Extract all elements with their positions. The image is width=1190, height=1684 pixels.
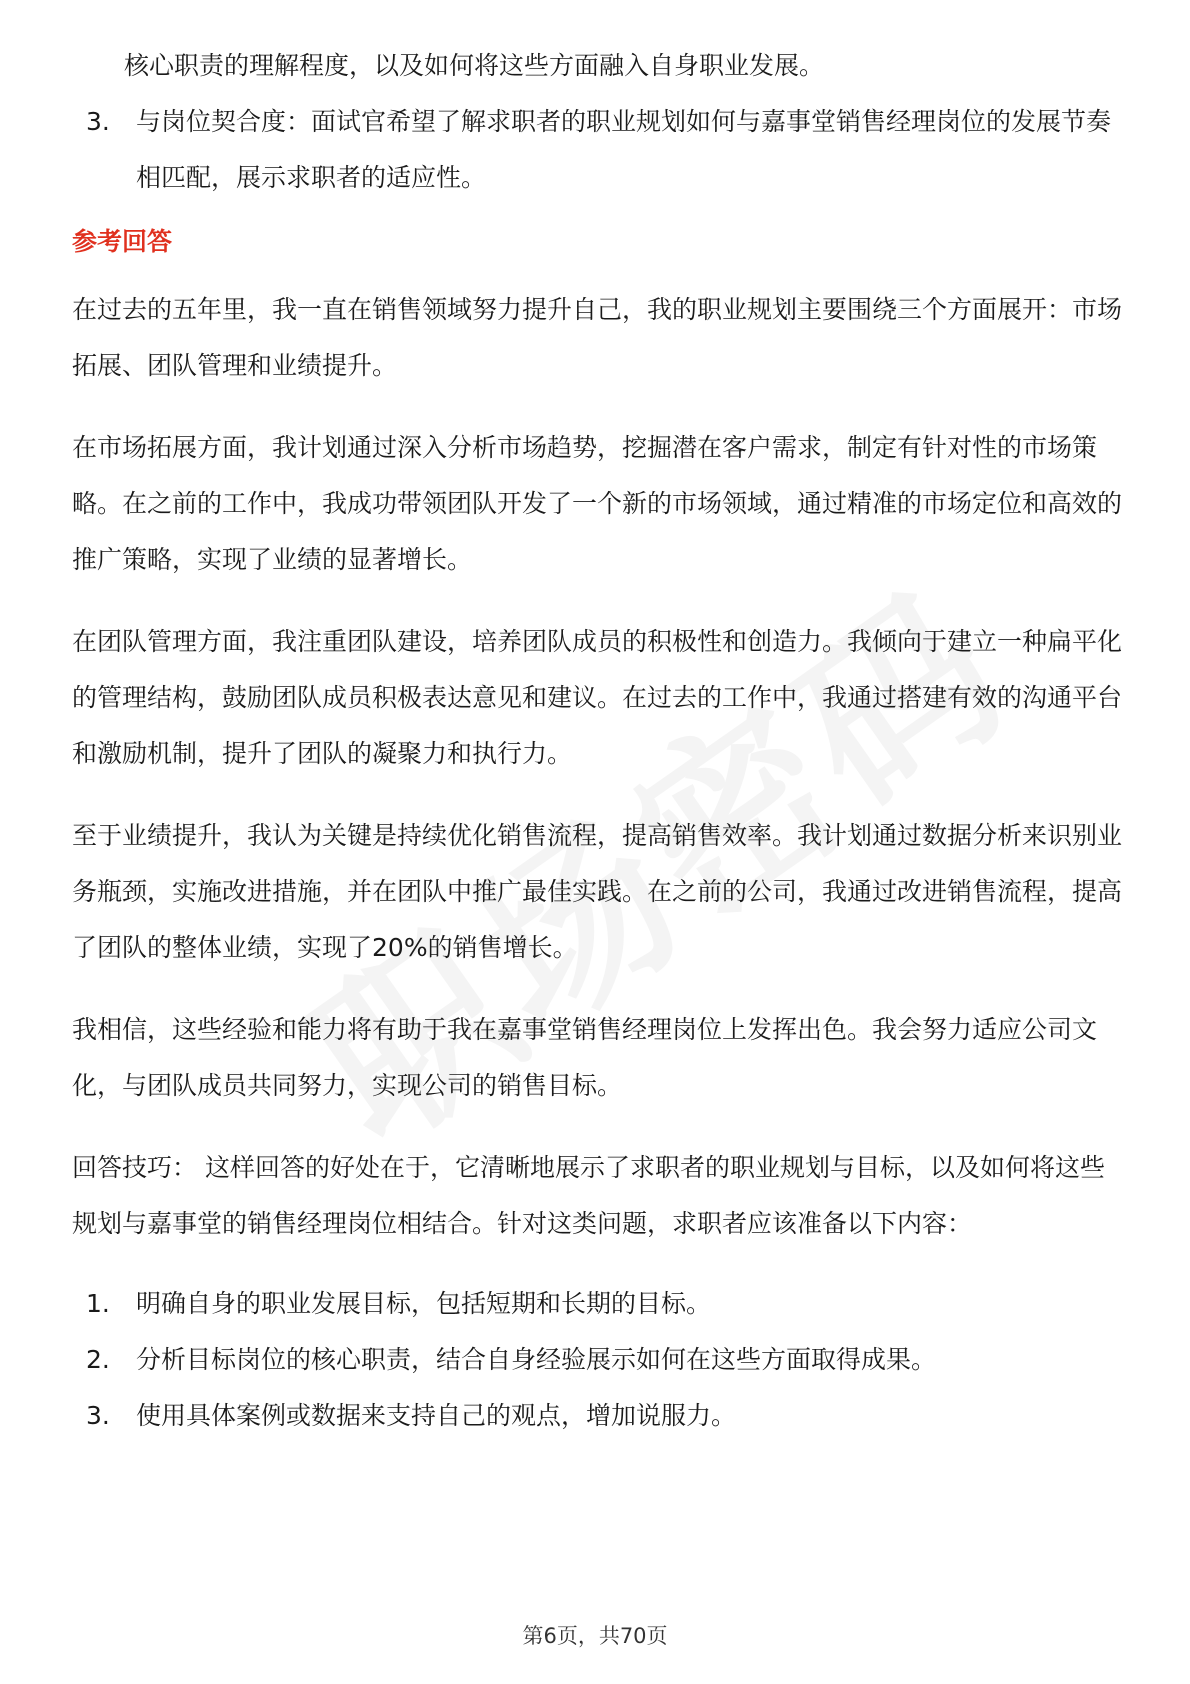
list-item-continuation: 核心职责的理解程度，以及如何将这些方面融入自身职业发展。 [124,51,825,80]
tips-intro: 回答技巧： 这样回答的好处在于，它清晰地展示了求职者的职业规划与目标，以及如何将这些规划与嘉事堂的销售经理岗位相结合。针对这类问题，求职者应该准备以下内容： [72,1153,1105,1238]
list-item [72,1332,1122,1388]
list-number: 2. [86,1345,110,1374]
list-item [72,1276,1122,1332]
list-item [72,94,1122,206]
paragraph: 在团队管理方面，我注重团队建设，培养团队成员的积极性和创造力。我倾向于建立一种扁平化的管理结构，鼓励团队成员积极表达意见和建议。在过去的工作中，我通过搭建有效的沟通平台和激励机制，提升了团队的凝聚力和执行力。 [72,627,1123,768]
list-number: 3. [86,1401,110,1430]
paragraph: 在过去的五年里，我一直在销售领域努力提升自己，我的职业规划主要围绕三个方面展开：市场拓展、团队管理和业绩提升。 [72,295,1123,380]
list-item [72,1388,1122,1444]
list-number: 3. [86,107,110,136]
document-content [72,38,1122,1444]
list-text: 与岗位契合度：面试官希望了解求职者的职业规划如何与嘉事堂销售经理岗位的发展节奏相匹配，展示求职者的适应性。 [136,107,1112,192]
list-text: 分析目标岗位的核心职责，结合自身经验展示如何在这些方面取得成果。 [136,1345,937,1374]
paragraph: 我相信，这些经验和能力将有助于我在嘉事堂销售经理岗位上发挥出色。我会努力适应公司文化，与团队成员共同努力，实现公司的销售目标。 [72,1015,1098,1100]
page-footer: 第6页，共70页 [522,1624,668,1648]
tips-list [72,1276,1122,1444]
paragraph: 在市场拓展方面，我计划通过深入分析市场趋势，挖掘潜在客户需求，制定有针对性的市场策略。在之前的工作中，我成功带领团队开发了一个新的市场领域，通过精准的市场定位和高效的推广策略，实现了业绩的显著增长。 [72,433,1123,574]
paragraph: 至于业绩提升，我认为关键是持续优化销售流程，提高销售效率。我计划通过数据分析来识别业务瓶颈，实施改进措施，并在团队中推广最佳实践。在之前的公司，我通过改进销售流程，提高了团队的整体业绩，实现了20%的销售增长。 [72,821,1123,962]
list-number: 1. [86,1289,110,1318]
section-title: 参考回答 [72,227,173,256]
list-text: 明确自身的职业发展目标，包括短期和长期的目标。 [136,1289,712,1318]
list-text: 使用具体案例或数据来支持自己的观点，增加说服力。 [136,1401,737,1430]
